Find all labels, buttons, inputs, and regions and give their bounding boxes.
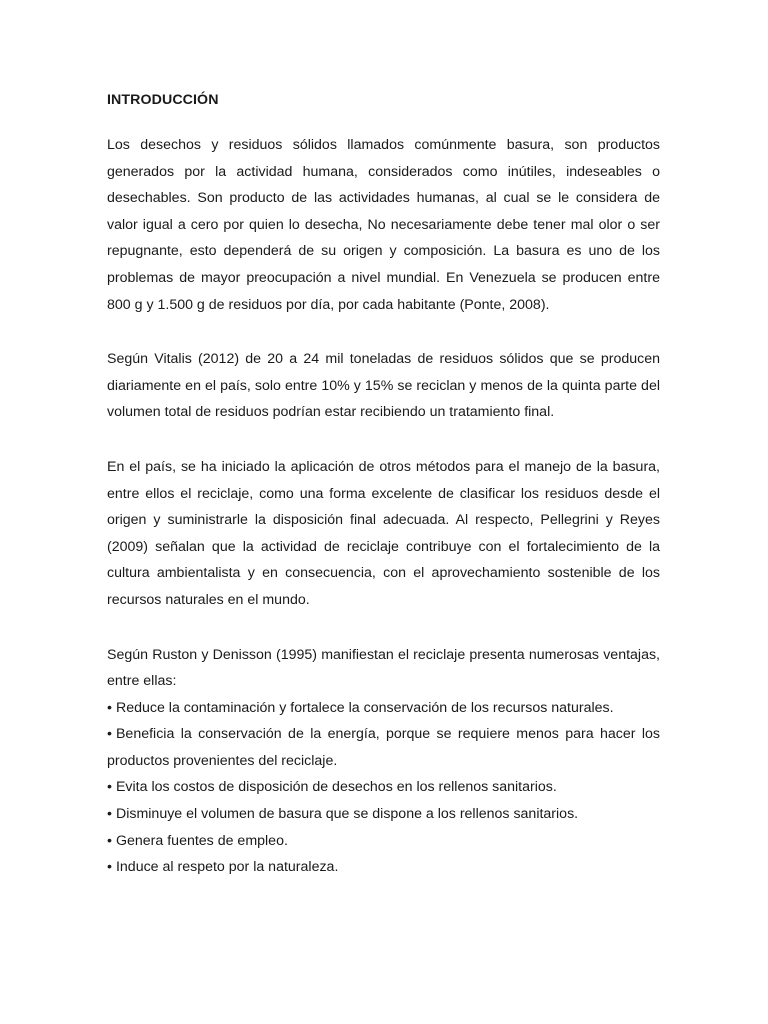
list-item — [107, 774, 660, 801]
bullet-icon: • — [107, 832, 112, 849]
document-body — [107, 89, 660, 881]
bullet-icon: • — [107, 859, 112, 876]
list-item — [107, 828, 660, 855]
paragraph-intro: Los desechos y residuos sólidos llamados comúnmente basura, son productos generados por la actividad humana, considerados como inútiles, indeseables o desechables. Son producto de las actividades humanas, al cual se le considera de valor igual a cero por quien lo desecha, No necesariamente debe tener mal olor o ser repugnante, esto dependerá de su origen y composición. La basura es uno de los problemas de mayor preocupación a nivel mundial. En Venezuela se producen entre 800 g y 1.500 g de residuos por día, por cada habitante (Ponte, 2008). — [107, 137, 660, 313]
list-item-text: Genera fuentes de empleo. — [115, 832, 288, 849]
bullet-icon: • — [107, 726, 112, 743]
list-item-text: Reduce la contaminación y fortalece la conservación de los recursos naturales. — [115, 699, 614, 716]
bullet-icon: • — [107, 699, 112, 716]
bullet-icon: • — [107, 779, 112, 796]
bullet-icon: • — [107, 806, 112, 823]
list-item — [107, 695, 660, 722]
section-heading: INTRODUCCIÓN — [107, 92, 219, 108]
list-item-text: Evita los costos de disposición de desechos en los rellenos sanitarios. — [115, 779, 557, 796]
list-item — [107, 854, 660, 881]
list-item — [107, 801, 660, 828]
list-item-text: Induce al respeto por la naturaleza. — [115, 859, 339, 876]
paragraph-advantages-intro: Según Ruston y Denisson (1995) manifiestan el reciclaje presenta numerosas ventajas, entre ellas: — [107, 646, 660, 690]
list-item-text: Beneficia la conservación de la energía, porque se requiere menos para hacer los productos provenientes del reciclaje. — [107, 726, 660, 769]
list-item-text: Disminuye el volumen de basura que se dispone a los rellenos sanitarios. — [115, 806, 579, 823]
paragraph-vitalis: Según Vitalis (2012) de 20 a 24 mil toneladas de residuos sólidos que se producen diariamente en el país, solo entre 10% y 15% se reciclan y menos de la quinta parte del volumen total de residuos podrían estar recibiendo un tratamiento final. — [107, 351, 660, 421]
paragraph-recycling-methods: En el país, se ha iniciado la aplicación de otros métodos para el manejo de la basura, entre ellos el reciclaje, como una forma excelente de clasificar los residuos desde el origen y suministrarle la disposición final adecuada. Al respecto, Pellegrini y Reyes (2009) señalan que la actividad de reciclaje contribuye con el fortalecimiento de la cultura ambientalista y en consecuencia, con el aprovechamiento sostenible de los recursos naturales en el mundo. — [107, 458, 660, 608]
advantages-list — [107, 695, 660, 881]
list-item — [107, 721, 660, 774]
